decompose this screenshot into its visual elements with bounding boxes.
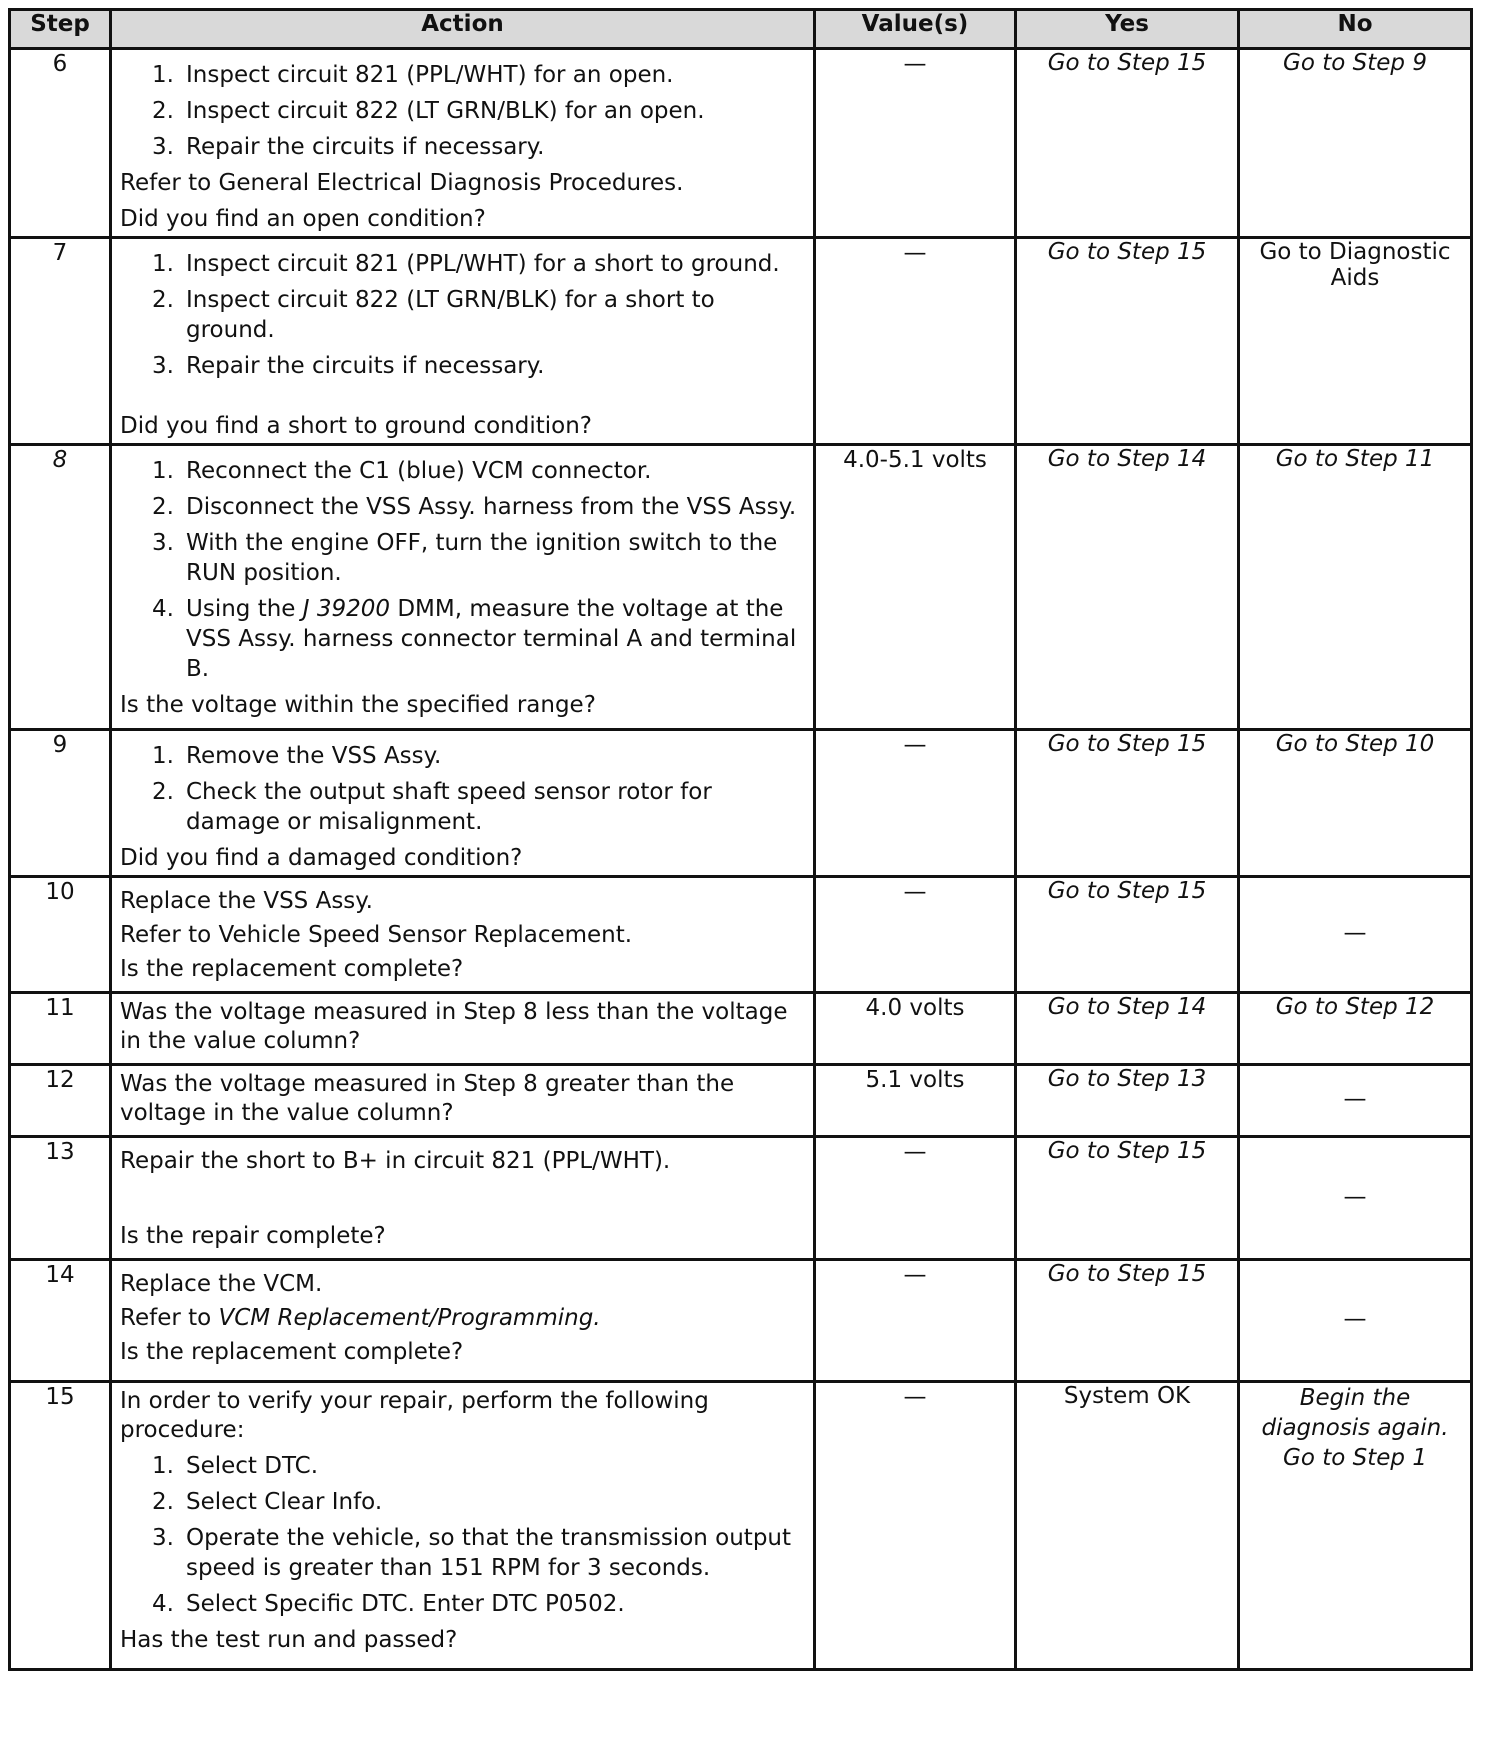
value-cell: —	[815, 49, 1016, 238]
table-row-step-12	[10, 1065, 1472, 1137]
yes-cell: Go to Step 14	[1016, 993, 1239, 1065]
procedure-reference: VCM Replacement/Programming.	[218, 1305, 601, 1331]
step-number: 10	[10, 877, 111, 993]
list-item: 1. Inspect circuit 821 (PPL/WHT) for an open.	[152, 62, 674, 88]
header-step: Step	[10, 10, 111, 49]
question: Was the voltage measured in Step 8 less than the voltage in the value column?	[120, 999, 788, 1054]
value-cell: —	[815, 1382, 1016, 1670]
no-cell: Go to Step 10	[1239, 730, 1472, 877]
step-number: 15	[10, 1382, 111, 1670]
no-cell: —	[1239, 877, 1472, 993]
action-list	[120, 741, 805, 837]
table-row-step-8	[10, 445, 1472, 730]
no-cell: Go to Diagnostic Aids	[1239, 238, 1472, 445]
table-row-step-13	[10, 1137, 1472, 1260]
yes-cell: Go to Step 15	[1016, 877, 1239, 993]
table-row-step-6	[10, 49, 1472, 238]
table-row-step-11	[10, 993, 1472, 1065]
value-cell: —	[815, 1137, 1016, 1260]
value-cell: 4.0-5.1 volts	[815, 445, 1016, 730]
reference-note: Refer to General Electrical Diagnosis Procedures.	[120, 170, 684, 196]
header-no: No	[1239, 10, 1472, 49]
action-cell	[111, 1065, 815, 1137]
yes-cell: Go to Step 15	[1016, 1137, 1239, 1260]
no-cell: Go to Step 9	[1239, 49, 1472, 238]
action-line: Repair the short to B+ in circuit 821 (PPL/WHT).	[120, 1148, 671, 1174]
step-number: 13	[10, 1137, 111, 1260]
step-number: 14	[10, 1260, 111, 1382]
list-item: 4. Using the J 39200 DMM, measure the voltage at the VSS Assy. harness connector terminal A and terminal B.	[152, 596, 797, 682]
list-item: 2. Inspect circuit 822 (LT GRN/BLK) for an open.	[152, 98, 705, 124]
action-list	[120, 249, 805, 381]
question: Is the voltage within the specified range?	[120, 692, 596, 718]
diagnostic-table	[8, 8, 1473, 1671]
header-row	[10, 10, 1472, 49]
no-cell: Begin the diagnosis again. Go to Step 1	[1239, 1382, 1472, 1670]
action-cell	[111, 1137, 815, 1260]
action-cell	[111, 445, 815, 730]
value-cell: —	[815, 238, 1016, 445]
question: Is the repair complete?	[120, 1223, 386, 1249]
value-cell: —	[815, 730, 1016, 877]
yes-cell: Go to Step 14	[1016, 445, 1239, 730]
step-number: 11	[10, 993, 111, 1065]
list-item: 3. Repair the circuits if necessary.	[152, 353, 545, 379]
table-row-step-7	[10, 238, 1472, 445]
action-cell	[111, 1260, 815, 1382]
table-row-step-10	[10, 877, 1472, 993]
header-action: Action	[111, 10, 815, 49]
diagnostic-table-wrapper	[8, 8, 1470, 1671]
reference-note: Refer to VCM Replacement/Programming.	[120, 1305, 601, 1331]
list-item: 3. With the engine OFF, turn the ignition switch to the RUN position.	[152, 530, 778, 586]
intro-text: In order to verify your repair, perform the following procedure:	[120, 1388, 709, 1443]
action-cell	[111, 877, 815, 993]
question: Has the test run and passed?	[120, 1627, 458, 1653]
step-number: 8	[10, 445, 111, 730]
question: Did you find a short to ground condition?	[120, 413, 593, 439]
question: Did you find a damaged condition?	[120, 845, 523, 871]
question: Did you find an open condition?	[120, 206, 486, 232]
no-cell: —	[1239, 1065, 1472, 1137]
action-list	[120, 1451, 805, 1619]
value-cell: —	[815, 1260, 1016, 1382]
value-cell: 5.1 volts	[815, 1065, 1016, 1137]
step-number: 9	[10, 730, 111, 877]
no-cell: —	[1239, 1137, 1472, 1260]
yes-cell: Go to Step 15	[1016, 49, 1239, 238]
question: Is the replacement complete?	[120, 1339, 464, 1365]
table-row-step-9	[10, 730, 1472, 877]
yes-cell: Go to Step 13	[1016, 1065, 1239, 1137]
no-cell: Go to Step 11	[1239, 445, 1472, 730]
list-item: 3. Repair the circuits if necessary.	[152, 134, 545, 160]
action-cell	[111, 1382, 815, 1670]
list-item: 1. Select DTC.	[152, 1453, 319, 1479]
action-cell	[111, 730, 815, 877]
list-item: 2. Disconnect the VSS Assy. harness from the VSS Assy.	[152, 494, 797, 520]
action-line: Replace the VSS Assy.	[120, 888, 373, 914]
question: Was the voltage measured in Step 8 greater than the voltage in the value column?	[120, 1071, 735, 1126]
no-cell: —	[1239, 1260, 1472, 1382]
action-list	[120, 60, 805, 162]
step-number: 12	[10, 1065, 111, 1137]
list-item: 1. Reconnect the C1 (blue) VCM connector.	[152, 458, 652, 484]
no-cell: Go to Step 12	[1239, 993, 1472, 1065]
question: Is the replacement complete?	[120, 956, 464, 982]
action-cell	[111, 238, 815, 445]
step-number: 6	[10, 49, 111, 238]
list-item: 1. Remove the VSS Assy.	[152, 743, 442, 769]
yes-cell: Go to Step 15	[1016, 238, 1239, 445]
reference-note: Refer to Vehicle Speed Sensor Replacement.	[120, 922, 633, 948]
yes-cell: System OK	[1016, 1382, 1239, 1670]
list-item: 2. Check the output shaft speed sensor rotor for damage or misalignment.	[152, 779, 712, 835]
header-values: Value(s)	[815, 10, 1016, 49]
tool-reference: J 39200	[302, 596, 391, 622]
header-yes: Yes	[1016, 10, 1239, 49]
table-row-step-14	[10, 1260, 1472, 1382]
list-item: 1. Inspect circuit 821 (PPL/WHT) for a short to ground.	[152, 251, 780, 277]
list-item: 2. Select Clear Info.	[152, 1489, 383, 1515]
yes-cell: Go to Step 15	[1016, 1260, 1239, 1382]
yes-cell: Go to Step 15	[1016, 730, 1239, 877]
table-row-step-15	[10, 1382, 1472, 1670]
list-item: 3. Operate the vehicle, so that the transmission output speed is greater than 151 RPM for 3 seconds.	[152, 1525, 792, 1581]
action-list	[120, 456, 805, 684]
value-cell: —	[815, 877, 1016, 993]
action-cell	[111, 49, 815, 238]
value-cell: 4.0 volts	[815, 993, 1016, 1065]
action-line: Replace the VCM.	[120, 1271, 323, 1297]
step-number: 7	[10, 238, 111, 445]
list-item: 4. Select Specific DTC. Enter DTC P0502.	[152, 1591, 625, 1617]
list-item: 2. Inspect circuit 822 (LT GRN/BLK) for a short to ground.	[152, 287, 715, 343]
action-cell	[111, 993, 815, 1065]
